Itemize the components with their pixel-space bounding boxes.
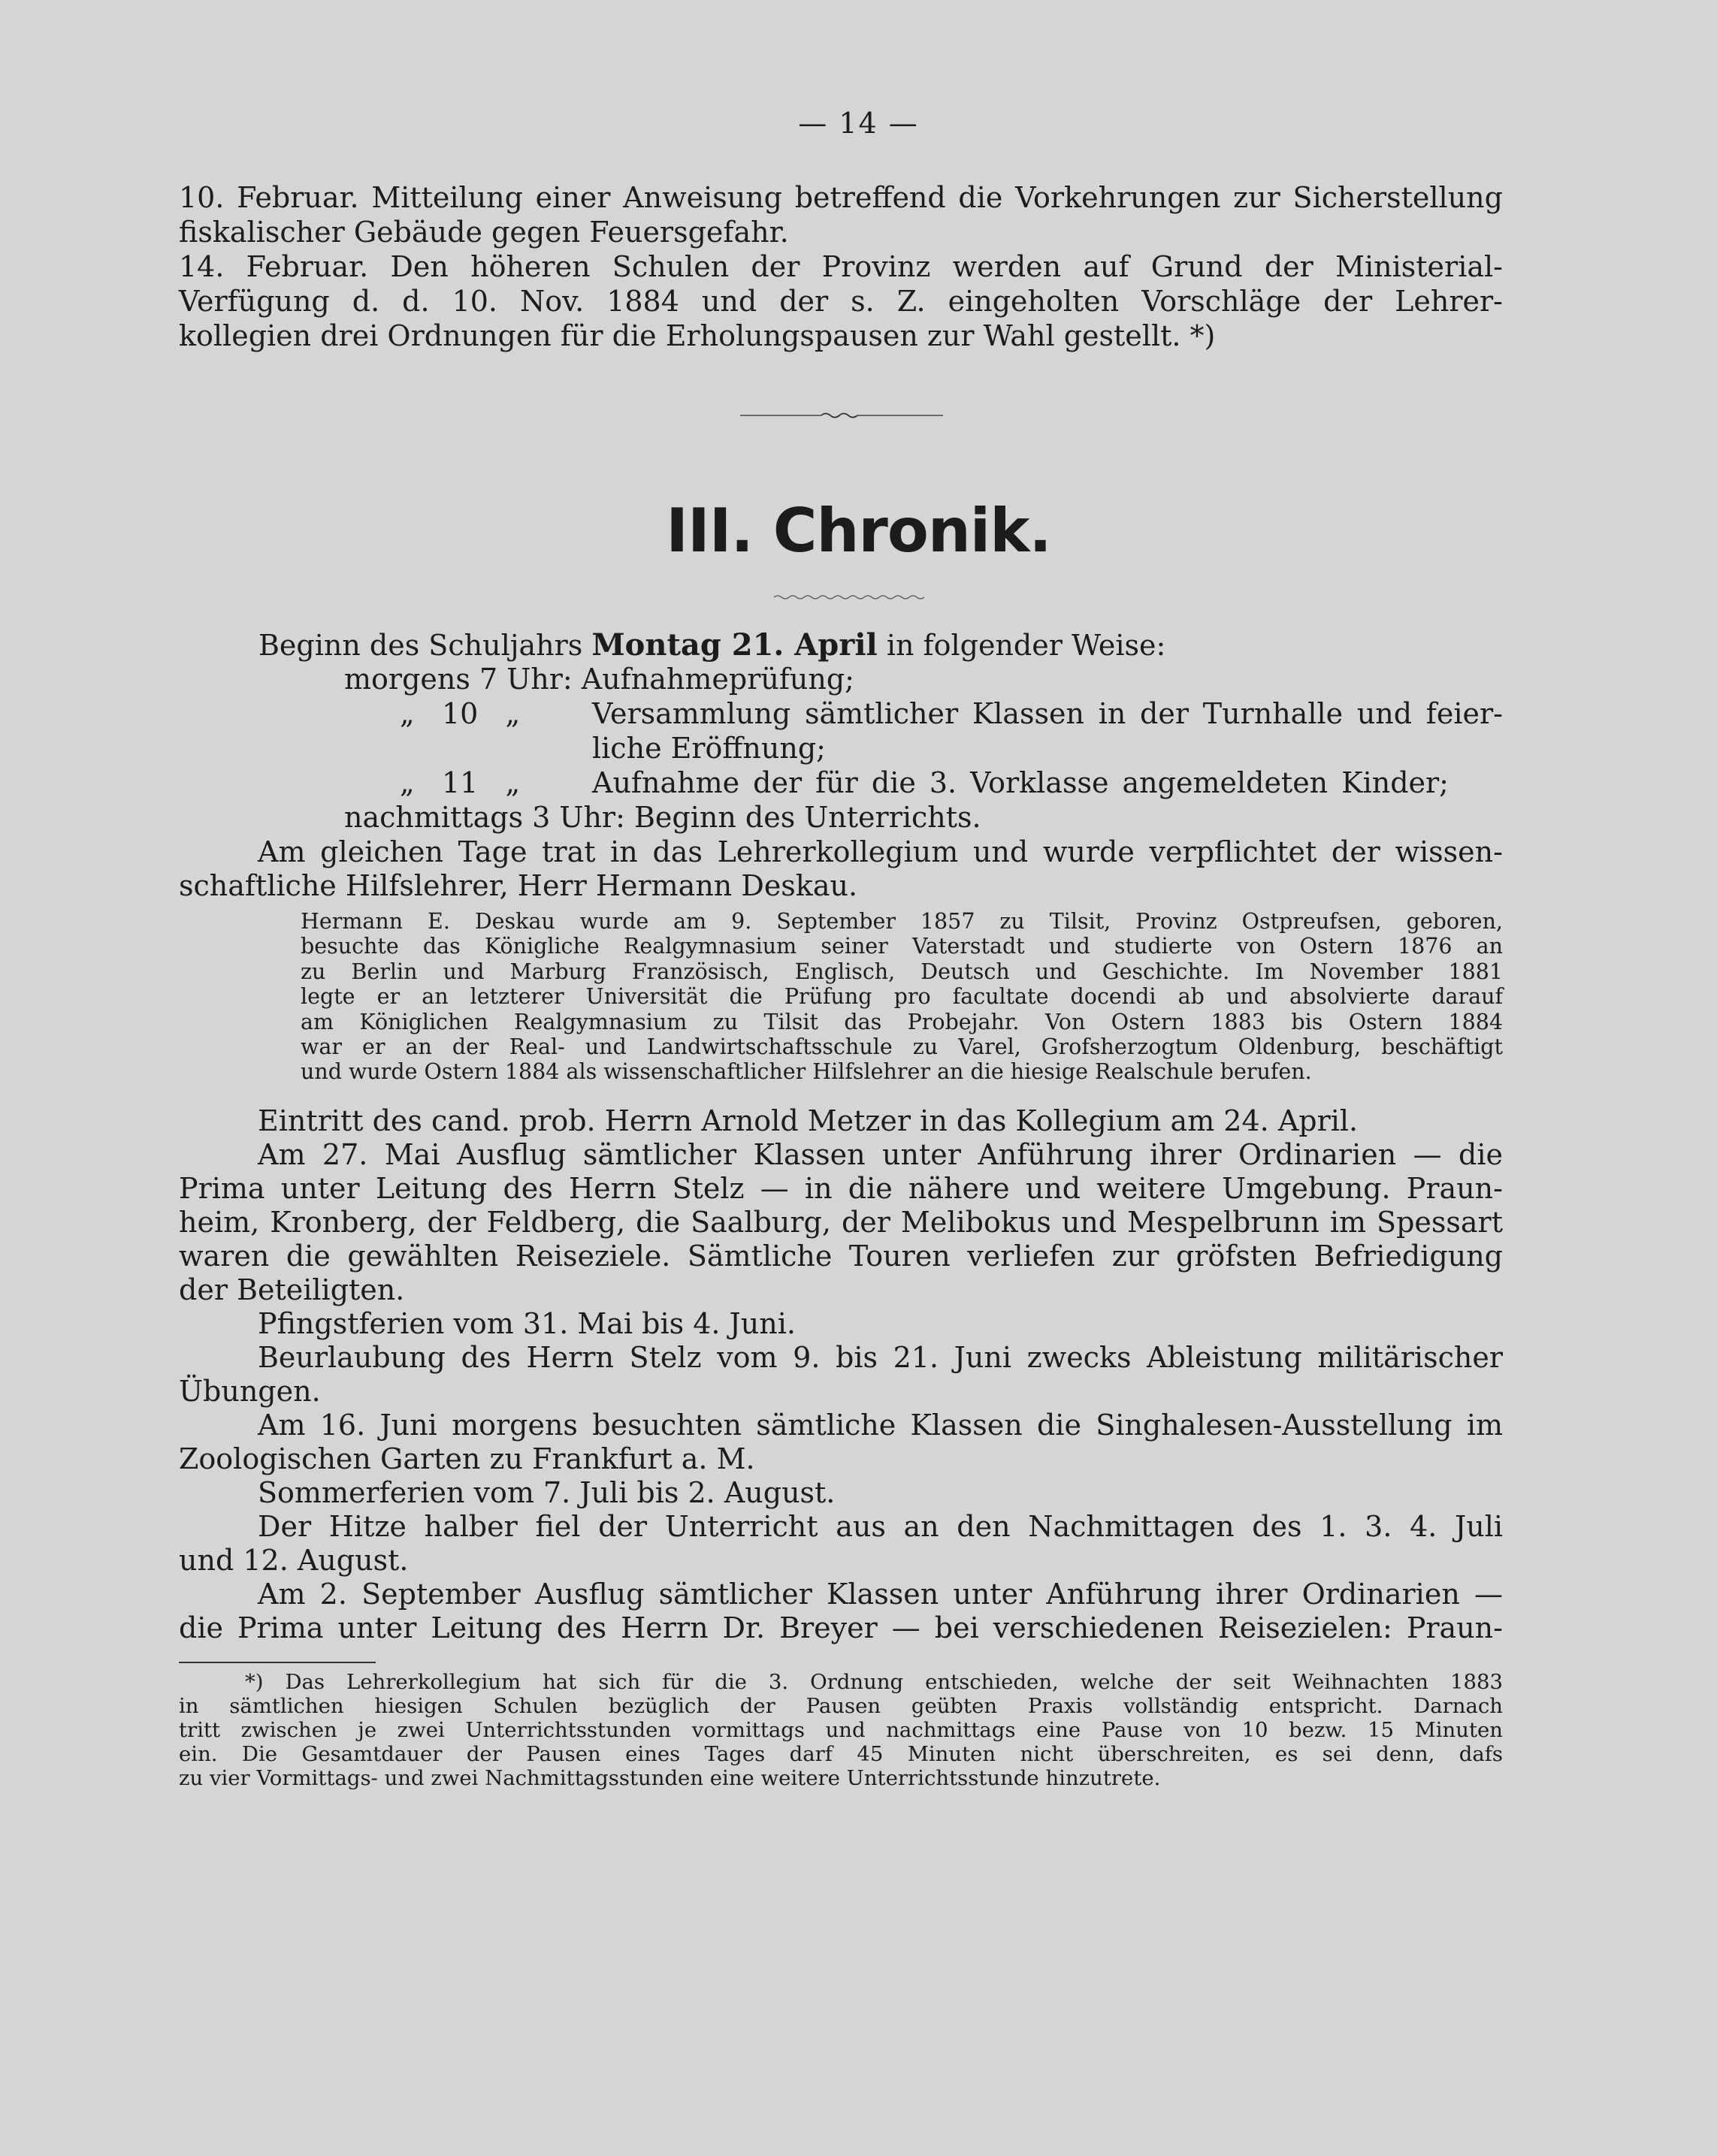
biography-deskau [301, 909, 1503, 1085]
footnote-line: in sämtlichen hiesigen Schulen bezüglich der Pausen geübten Praxis vollständig entspricht. Darnach [179, 1694, 1503, 1718]
entry-date: 10. Februar. [179, 181, 359, 214]
paragraph-kollegium [179, 835, 1503, 903]
chronicle-line: Zoologischen Garten zu Frankfurt a. M. [179, 1442, 755, 1475]
entry-14-februar [179, 249, 1503, 353]
chronicle-line: Am 2. September Ausflug sämtlicher Klassen unter Anführung ihrer Ordinarien — [258, 1578, 1503, 1611]
chronicle-line: waren die gewählten Reiseziele. Sämtliche Touren verliefen zur gröfsten Befriedigung [179, 1240, 1503, 1273]
chronicle-line: Pfingstferien vom 31. Mai bis 4. Juni. [258, 1307, 796, 1340]
entry-10-februar [179, 180, 1503, 249]
heading-underline-ornament [774, 593, 924, 601]
chronicle-text [179, 1104, 1503, 1645]
bio-line: und wurde Ostern 1884 als wissenschaftlicher Hilfslehrer an die hiesige Realschule berufen. [301, 1059, 1312, 1085]
chronicle-line: und 12. August. [179, 1544, 409, 1577]
entry-text: Den höheren Schulen der Provinz werden auf Grund der Ministerial- [390, 250, 1503, 283]
schedule-row: morgens 7 Uhr: Aufnahmeprüfung; [344, 663, 854, 696]
chronicle-line: die Prima unter Leitung des Herrn Dr. Breyer — bei verschiedenen Reisezielen: Praun- [179, 1611, 1503, 1644]
page-number: — 14 — [798, 107, 919, 140]
bio-line: Hermann E. Deskau wurde am 9. September 1857 zu Tilsit, Provinz Ostpreufsen, geboren, [301, 909, 1503, 934]
chronicle-line: Beurlaubung des Herrn Stelz vom 9. bis 21. Juni zwecks Ableistung militärischer [258, 1341, 1503, 1374]
schedule-row: „ 11 „ [400, 766, 521, 799]
entry-text: Verfügung d. d. 10. Nov. 1884 und der s. Z. eingeholten Vorschläge der Lehrer- [179, 285, 1503, 318]
entry-text: kollegien drei Ordnungen für die Erholungspausen zur Wahl gestellt. *) [179, 319, 1216, 352]
entry-text: fiskalischer Gebäude gegen Feuersgefahr. [179, 216, 789, 249]
bio-line: war er an der Real- und Landwirtschaftsschule zu Varel, Grofsherzogtum Oldenburg, beschäftigt [301, 1034, 1503, 1060]
chronicle-line: Sommerferien vom 7. Juli bis 2. August. [258, 1476, 836, 1509]
footnote-line: ein. Die Gesamtdauer der Pausen eines Tages darf 45 Minuten nicht überschreiten, es sei denn, dafs [179, 1742, 1503, 1766]
bio-line: legte er an letzterer Universität die Prüfung pro facultate docendi ab und absolvierte darauf [301, 984, 1503, 1010]
schedule-row-text: liche Eröffnung; [592, 732, 826, 765]
schedule-row-text: Aufnahme der für die 3. Vorklasse angemeldeten Kinder; [592, 766, 1449, 799]
chronicle-line: Prima unter Leitung des Herrn Stelz — in die nähere und weitere Umgebung. Praun- [179, 1172, 1503, 1205]
section-heading: III. Chronik. [666, 496, 1051, 566]
entry-date: 14. Februar. [179, 250, 369, 283]
footnote [179, 1670, 1503, 1790]
chronicle-line: heim, Kronberg, der Feldberg, die Saalburg, der Melibokus und Mespelbrunn im Spessart [179, 1206, 1503, 1239]
chronicle-line: der Beteiligten. [179, 1273, 405, 1306]
footnote-rule [179, 1662, 376, 1663]
paragraph-line: schaftliche Hilfslehrer, Herr Hermann Deskau. [179, 869, 858, 902]
entry-text: Mitteilung einer Anweisung betreffend die Vorkehrungen zur Sicherstellung [371, 181, 1503, 214]
bio-line: zu Berlin und Marburg Französisch, Englisch, Deutsch und Geschichte. Im November 1881 [301, 959, 1503, 984]
schedule-row-text: Versammlung sämtlicher Klassen in der Turnhalle und feier- [592, 697, 1503, 730]
footnote-line: zu vier Vormittags- und zwei Nachmittagsstunden eine weitere Unterrichtsstunde hinzutrete. [179, 1766, 1161, 1790]
chronicle-line: Am 27. Mai Ausflug sämtlicher Klassen unter Anführung ihrer Ordinarien — die [258, 1138, 1503, 1171]
chronicle-line: Der Hitze halber fiel der Unterricht aus an den Nachmittagen des 1. 3. 4. Juli [258, 1510, 1503, 1543]
chronicle-line: Am 16. Juni morgens besuchten sämtliche Klassen die Singhalesen-Ausstellung im [258, 1409, 1503, 1442]
schedule-row: nachmittags 3 Uhr: Beginn des Unterrichts. [344, 801, 981, 834]
bio-line: besuchte das Königliche Realgymnasium seiner Vaterstadt und studierte von Ostern 1876 an [301, 934, 1503, 959]
chronicle-line: Eintritt des cand. prob. Herrn Arnold Metzer in das Kollegium am 24. April. [258, 1104, 1359, 1137]
school-start-date: Montag 21. April [591, 627, 878, 663]
footnote-line: tritt zwischen je zwei Unterrichtsstunden vormittags und nachmittags eine Pause von 10 bezw. 15 Minuten [179, 1718, 1503, 1742]
ornament-divider [740, 412, 943, 419]
chronicle-line: Übungen. [179, 1375, 321, 1408]
bio-line: am Königlichen Realgymnasium zu Tilsit das Probejahr. Von Ostern 1883 bis Ostern 1884 [301, 1009, 1503, 1034]
schedule-intro: Beginn des Schuljahrs Montag 21. April in folgender Weise: [258, 627, 1166, 663]
schedule-row: „ 10 „ [400, 697, 521, 730]
paragraph-line: Am gleichen Tage trat in das Lehrerkollegium und wurde verpflichtet der wissen- [258, 835, 1503, 868]
footnote-line: *) Das Lehrerkollegium hat sich für die 3. Ordnung entschieden, welche der seit Weihnachten 1883 [245, 1670, 1503, 1694]
